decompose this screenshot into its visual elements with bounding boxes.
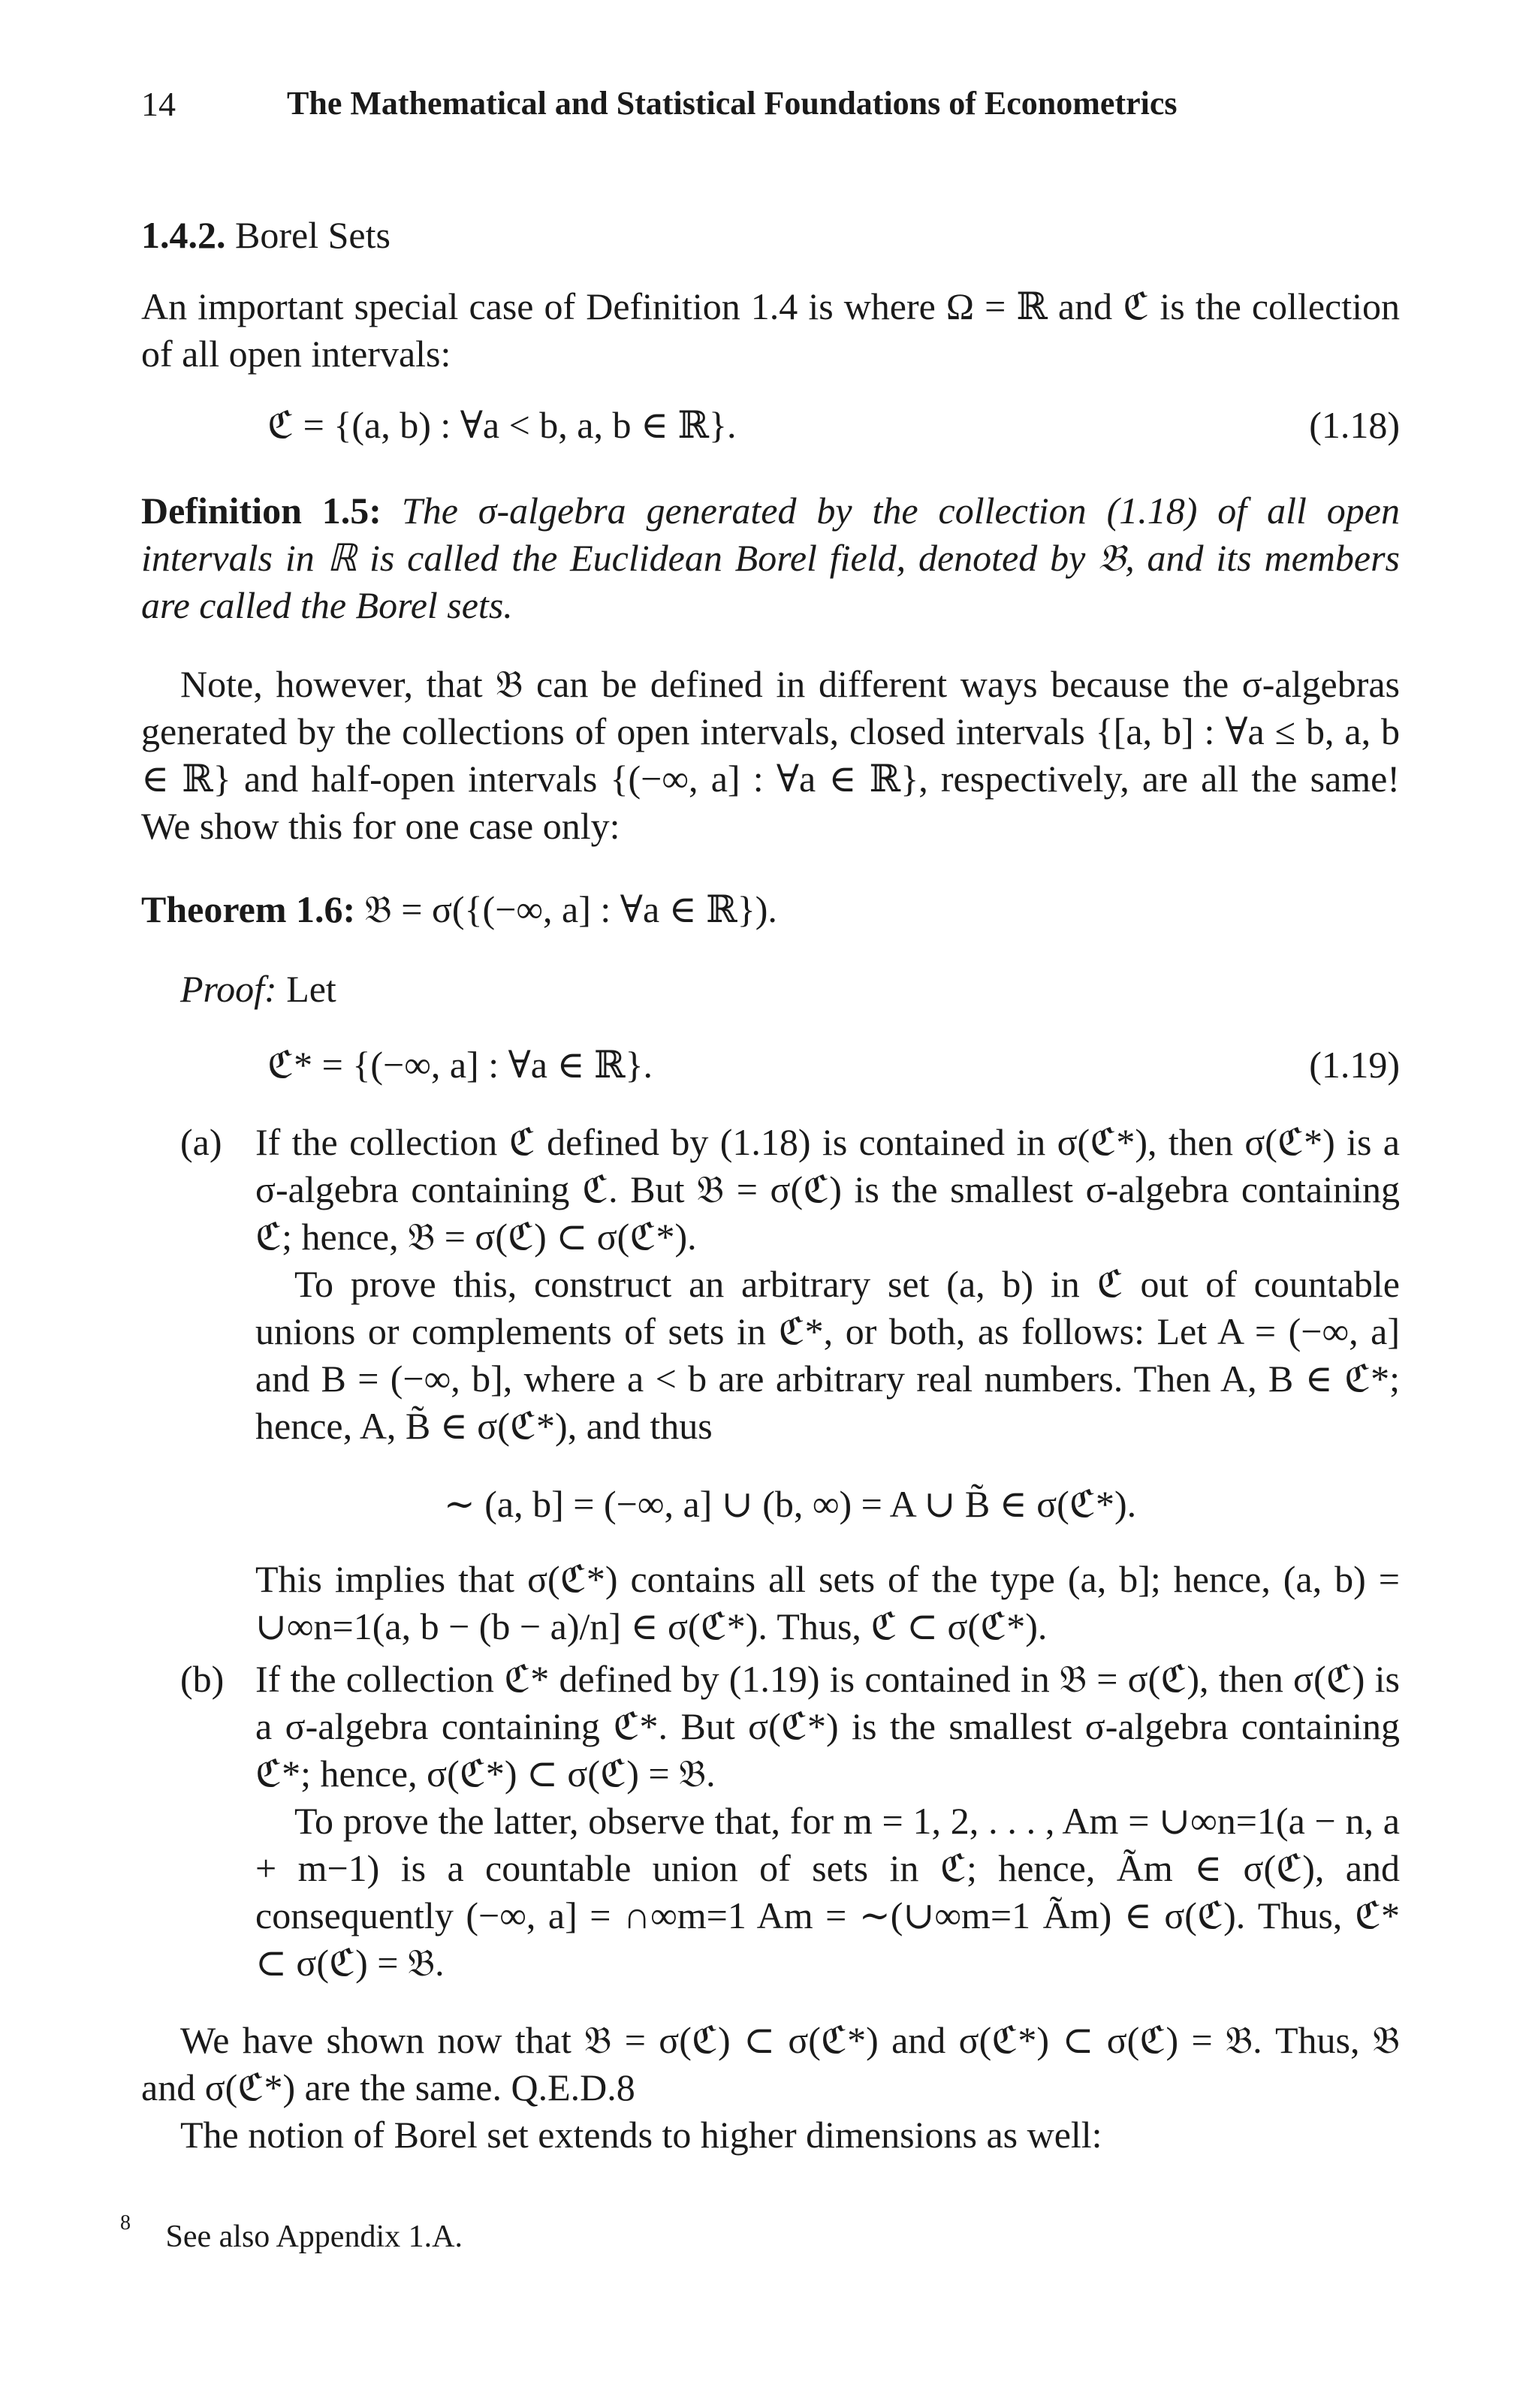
proof-label: Proof: bbox=[180, 968, 277, 1010]
section-title: Borel Sets bbox=[235, 214, 391, 256]
conclusion-paragraph: We have shown now that 𝔅 = σ(ℭ) ⊂ σ(ℭ*) and σ(ℭ*) ⊂ σ(ℭ) = 𝔅. Thus, 𝔅 and σ(ℭ*) are the same. Q.E.D.8 bbox=[141, 2019, 1400, 2108]
part-b-label: (b) bbox=[180, 1658, 225, 1700]
page-number: 14 bbox=[141, 85, 176, 123]
running-title: The Mathematical and Statistical Foundations of Econometrics bbox=[287, 85, 1178, 122]
part-a-display-equation: ∼ (a, b] = (−∞, a] ∪ (b, ∞) = A ∪ B̃ ∈ σ(ℭ*). bbox=[443, 1483, 1137, 1525]
definition-text: The σ-algebra generated by the collection (1.18) of all open intervals in ℝ is called the Euclidean Borel field, denoted by 𝔅, and its members are called the Borel sets. bbox=[141, 490, 1401, 626]
equation-1-19-number: (1.19) bbox=[1309, 1044, 1400, 1086]
part-a-paragraph-1: If the collection ℭ defined by (1.18) is contained in σ(ℭ*), then σ(ℭ*) is a σ-algebra containing ℭ. But 𝔅 = σ(ℭ) is the smallest σ-algebra containing ℭ; hence, 𝔅 = σ(ℭ) ⊂ σ(ℭ*). bbox=[255, 1121, 1400, 1258]
part-b-paragraph-2: To prove the latter, observe that, for m = 1, 2, . . . , Am = ∪∞n=1(a − n, a + m−1) is a countable union of sets in ℭ; hence, Ãm ∈ σ(ℭ), and consequently (−∞, a] = ∩∞m=1 Am = ∼(∪∞m=1 Ãm) ∈ σ(ℭ). Thus, ℭ* ⊂ σ(ℭ) = 𝔅. bbox=[255, 1800, 1400, 1984]
section-number: 1.4.2. bbox=[141, 214, 226, 256]
proof-part-a bbox=[180, 1119, 1400, 1647]
intro-paragraph: An important special case of Definition 1.4 is where Ω = ℝ and ℭ is the collection of all open intervals: bbox=[141, 285, 1400, 375]
part-a-label: (a) bbox=[180, 1121, 222, 1163]
equation-1-18-number: (1.18) bbox=[1309, 404, 1400, 446]
section-heading bbox=[141, 212, 1400, 259]
definition-1-5 bbox=[141, 487, 1400, 629]
proof-text: Let bbox=[286, 968, 336, 1010]
equation-1-19-body: ℭ* = {(−∞, a] : ∀a ∈ ℝ}. bbox=[267, 1044, 653, 1086]
proof-intro bbox=[180, 966, 1400, 1013]
closing-sentence: The notion of Borel set extends to higher dimensions as well: bbox=[180, 2114, 1102, 2156]
part-a-paragraph-3: This implies that σ(ℭ*) contains all sets of the type (a, b]; hence, (a, b) = ∪∞n=1(a, b − (b − a)/n] ∈ σ(ℭ*). Thus, ℭ ⊂ σ(ℭ*). bbox=[255, 1558, 1400, 1647]
part-a-paragraph-2: To prove this, construct an arbitrary set (a, b) in ℭ out of countable unions or complements of sets in ℭ*, or both, as follows: Let A = (−∞, a] and B = (−∞, b], where a < b are arbitrary real numbers. Then A, B ∈ ℭ*; hence, A, B̃ ∈ σ(ℭ*), and thus bbox=[255, 1263, 1400, 1447]
theorem-label: Theorem 1.6: bbox=[141, 888, 356, 930]
footnote-mark: 8 bbox=[120, 2211, 131, 2235]
definition-label: Definition 1.5: bbox=[141, 490, 381, 532]
equation-1-18-body: ℭ = {(a, b) : ∀a < b, a, b ∈ ℝ}. bbox=[267, 404, 737, 446]
running-header bbox=[141, 84, 1400, 132]
theorem-text: 𝔅 = σ({(−∞, a] : ∀a ∈ ℝ}). bbox=[364, 888, 777, 930]
footnote-8 bbox=[120, 2211, 463, 2255]
proof-part-b bbox=[180, 1656, 1400, 2001]
footnote-text: See also Appendix 1.A. bbox=[165, 2220, 463, 2254]
theorem-1-6 bbox=[141, 886, 1400, 933]
note-paragraph: Note, however, that 𝔅 can be defined in different ways because the σ-algebras generated by the collections of open intervals, closed intervals {[a, b] : ∀a ≤ b, a, b ∈ ℝ} and half-open intervals {(−∞, a] : ∀a ∈ ℝ}, respectively, are all the same! We show this for one case only: bbox=[141, 663, 1400, 847]
part-b-paragraph-1: If the collection ℭ* defined by (1.19) is contained in 𝔅 = σ(ℭ), then σ(ℭ) is a σ-algebra containing ℭ*. But σ(ℭ*) is the smallest σ-algebra containing ℭ*; hence, σ(ℭ*) ⊂ σ(ℭ) = 𝔅. bbox=[255, 1658, 1400, 1795]
